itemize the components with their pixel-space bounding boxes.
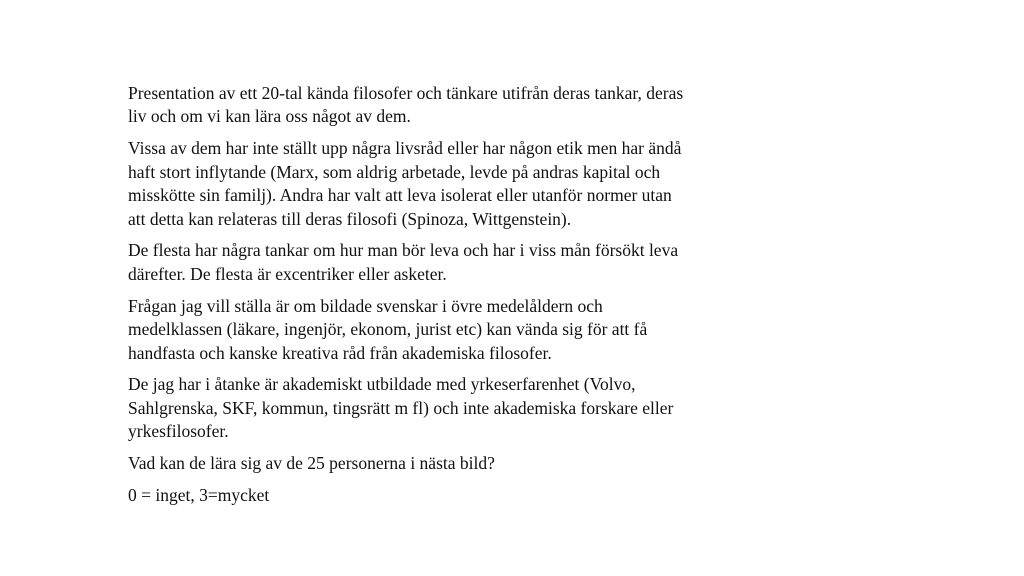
- text-line: misskötte sin familj). Andra har valt att leva isolerat eller utanför normer utan: [128, 185, 672, 206]
- paragraph-next-slide-question: [128, 452, 778, 475]
- text-line: Sahlgrenska, SKF, kommun, tingsrätt m fl) och inte akademiska forskare eller: [128, 397, 674, 418]
- text-line: medelklassen (läkare, ingenjör, ekonom, jurist etc) kan vända sig för att få: [128, 319, 648, 340]
- text-line: handfasta och kanske kreativa råd från akademiska filosofer.: [128, 342, 552, 363]
- text-line: De jag har i åtanke är akademiskt utbildade med yrkeserfarenhet (Volvo,: [128, 374, 636, 395]
- text-line: De flesta har några tankar om hur man bör leva och har i viss mån försökt leva: [128, 240, 679, 261]
- text-line: yrkesfilosofer.: [128, 421, 229, 442]
- text-line: Frågan jag vill ställa är om bildade svenskar i övre medelåldern och: [128, 295, 603, 316]
- text-line: Vissa av dem har inte ställt upp några livsråd eller har någon etik men har ändå: [128, 138, 682, 159]
- text-line: Vad kan de lära sig av de 25 personerna i nästa bild?: [128, 453, 495, 474]
- paragraph-scale: [128, 484, 778, 507]
- paragraph-intro: [128, 82, 778, 129]
- paragraph-influence: [128, 137, 778, 231]
- paragraph-question: [128, 295, 778, 365]
- text-line: liv och om vi kan lära oss något av dem.: [128, 106, 411, 127]
- text-line: därefter. De flesta är excentriker eller asketer.: [128, 263, 447, 284]
- paragraph-how-to-live: [128, 239, 778, 286]
- paragraph-audience: [128, 373, 778, 443]
- text-line: 0 = inget, 3=mycket: [128, 485, 270, 506]
- text-line: haft stort inflytande (Marx, som aldrig arbetade, levde på andras kapital och: [128, 161, 661, 182]
- text-line: att detta kan relateras till deras filosofi (Spinoza, Wittgenstein).: [128, 208, 572, 229]
- slide-text-body: [128, 82, 778, 516]
- text-line: Presentation av ett 20-tal kända filosofer och tänkare utifrån deras tankar, deras: [128, 83, 684, 103]
